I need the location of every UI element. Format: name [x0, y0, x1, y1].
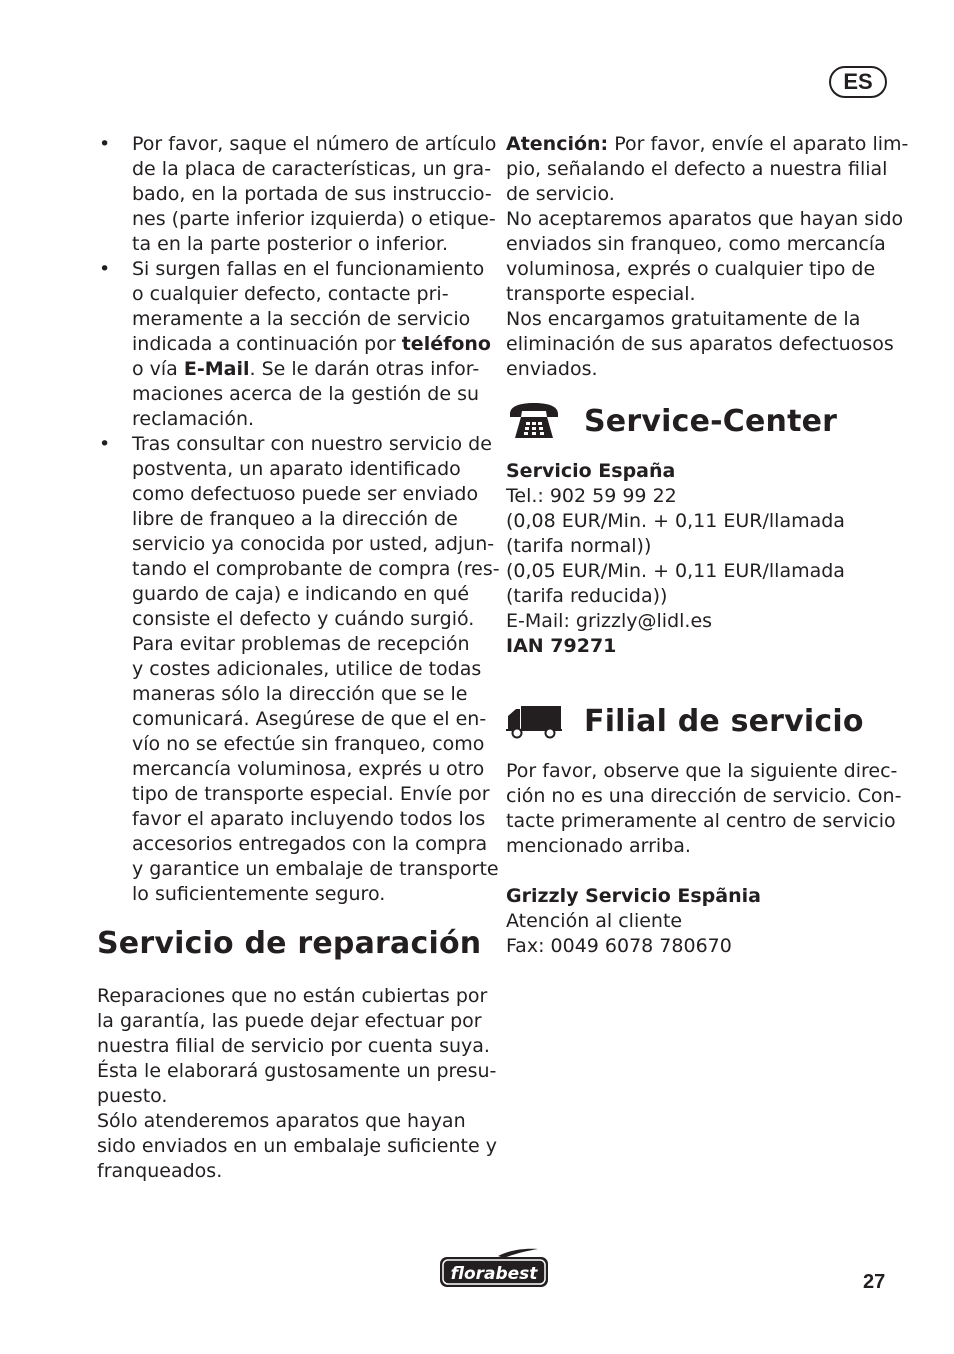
repair-heading: Servicio de reparación: [97, 926, 482, 961]
text-line: o cualquier defecto, contacte pri-: [132, 283, 449, 305]
text-line: Para evitar problemas de recepción: [132, 633, 470, 655]
ian-number: IAN 79271: [506, 635, 617, 657]
email-emphasis: E-Mail: [183, 358, 250, 380]
text-line: nuestra filial de servicio por cuenta suya.: [97, 1035, 490, 1057]
text-line: como defectuoso puede ser enviado: [132, 483, 479, 505]
attention-paragraph: [506, 132, 908, 382]
text-line: enviados sin franqueo, como mercancía: [506, 233, 886, 255]
filial-paragraph: [506, 759, 901, 859]
attention-label: Atención:: [506, 133, 609, 155]
text-line: Si surgen fallas en el funcionamiento: [132, 258, 485, 280]
text-line: postventa, un aparato identificado: [132, 458, 461, 480]
text-segment: Por favor, envíe el aparato lim-: [608, 133, 909, 155]
text-line: y costes adicionales, utilice de todas: [132, 658, 482, 680]
text-line: de servicio.: [506, 183, 615, 205]
text-line: sido enviados en un embalaje suficiente y: [97, 1135, 497, 1157]
text-line: guardo de caja) e indicando en qué: [132, 583, 470, 605]
text-line: eliminación de sus aparatos defectuosos: [506, 333, 894, 355]
text-line: y garantice un embalaje de transporte: [132, 858, 499, 880]
logo-text: florabest: [450, 1264, 538, 1284]
bullet-item-contact: [97, 257, 491, 432]
text-segment: . Se le darán otras infor-: [249, 358, 480, 380]
text-line: franqueados.: [97, 1160, 223, 1182]
email-line: E-Mail: grizzly@lidl.es: [506, 610, 713, 632]
text-line: pio, señalando el defecto a nuestra filial: [506, 158, 888, 180]
service-center-details: [506, 459, 845, 659]
text-line: [506, 132, 908, 157]
truck-icon: [506, 700, 562, 744]
phone-emphasis: teléfono: [401, 333, 491, 355]
bullet-dot: •: [99, 433, 111, 455]
service-name: Servicio España: [506, 460, 676, 482]
text-line: nes (parte inferior izquierda) o etique-: [132, 208, 496, 230]
text-line: bado, en la portada de sus instruccio-: [132, 183, 492, 205]
text-line: mencionado arriba.: [506, 835, 691, 857]
bullet-item-shipping: [97, 432, 500, 907]
text-line: Por favor, saque el número de artículo: [132, 133, 497, 155]
text-line: Ésta le elaborará gustosamente un presu-: [97, 1060, 497, 1082]
text-line: enviados.: [506, 358, 598, 380]
phone-line: Tel.: 902 59 99 22: [506, 485, 677, 507]
text-line: lo suficientemente seguro.: [132, 883, 386, 905]
text-line: tando el comprobante de compra (res-: [132, 558, 500, 580]
text-line: ta en la parte posterior o inferior.: [132, 233, 449, 255]
text-line: (tarifa normal)): [506, 535, 652, 557]
service-center-heading-row: [506, 400, 837, 444]
repair-paragraph: [97, 984, 497, 1184]
text-line: (0,05 EUR/Min. + 0,11 EUR/llamada: [506, 560, 845, 582]
text-line: tacte primeramente al centro de servicio: [506, 810, 896, 832]
text-line: tipo de transporte especial. Envíe por: [132, 783, 490, 805]
text-line: Sólo atenderemos aparatos que hayan: [97, 1110, 466, 1132]
text-line: voluminosa, exprés o cualquier tipo de: [506, 258, 876, 280]
text-line: (0,08 EUR/Min. + 0,11 EUR/llamada: [506, 510, 845, 532]
text-line: (tarifa reducida)): [506, 585, 668, 607]
text-line: Atención al cliente: [506, 910, 683, 932]
fax-line: Fax: 0049 6078 780670: [506, 935, 732, 957]
text-segment: o vía: [132, 358, 184, 380]
text-line: puesto.: [97, 1085, 168, 1107]
text-line: [132, 332, 491, 357]
text-line: de la placa de características, un gra-: [132, 158, 492, 180]
bullet-item-article-number: [97, 132, 497, 257]
text-line: la garantía, las puede dejar efectuar por: [97, 1010, 482, 1032]
filial-heading: Filial de servicio: [584, 704, 864, 739]
left-column: [97, 132, 500, 907]
text-line: Reparaciones que no están cubiertas por: [97, 985, 488, 1007]
text-line: maneras sólo la dirección que se le: [132, 683, 468, 705]
language-badge: ES: [829, 66, 887, 98]
filial-heading-row: [506, 700, 864, 744]
text-line: maciones acerca de la gestión de su: [132, 383, 480, 405]
text-line: [132, 357, 482, 382]
florabest-logo: [438, 1246, 550, 1294]
text-line: reclamación.: [132, 408, 255, 430]
text-line: libre de franqueo a la dirección de: [132, 508, 458, 530]
service-center-heading: Service-Center: [584, 404, 838, 439]
bullet-dot: •: [99, 258, 111, 280]
text-line: servicio ya conocida por usted, adjun-: [132, 533, 495, 555]
text-line: favor el aparato incluyendo todos los: [132, 808, 486, 830]
filial-address: [506, 884, 761, 959]
telephone-icon: [506, 400, 562, 444]
text-line: No aceptaremos aparatos que hayan sido: [506, 208, 904, 230]
page-number: 27: [863, 1271, 886, 1293]
text-line: meramente a la sección de servicio: [132, 308, 471, 330]
text-line: mercancía voluminosa, exprés u otro: [132, 758, 485, 780]
text-line: comunicará. Asegúrese de que el en-: [132, 708, 487, 730]
text-segment: indicada a continuación por: [132, 333, 402, 355]
bullet-dot: •: [99, 133, 111, 155]
text-line: Nos encargamos gratuitamente de la: [506, 308, 861, 330]
company-name: Grizzly Servicio Espãnia: [506, 885, 761, 907]
text-line: transporte especial.: [506, 283, 696, 305]
text-line: consiste el defecto y cuándo surgió.: [132, 608, 475, 630]
text-line: Tras consultar con nuestro servicio de: [132, 433, 492, 455]
text-line: accesorios entregados con la compra: [132, 833, 488, 855]
text-line: Por favor, observe que la siguiente direc-: [506, 760, 898, 782]
text-line: vío no se efectúe sin franqueo, como: [132, 733, 485, 755]
text-line: ción no es una dirección de servicio. Con-: [506, 785, 902, 807]
